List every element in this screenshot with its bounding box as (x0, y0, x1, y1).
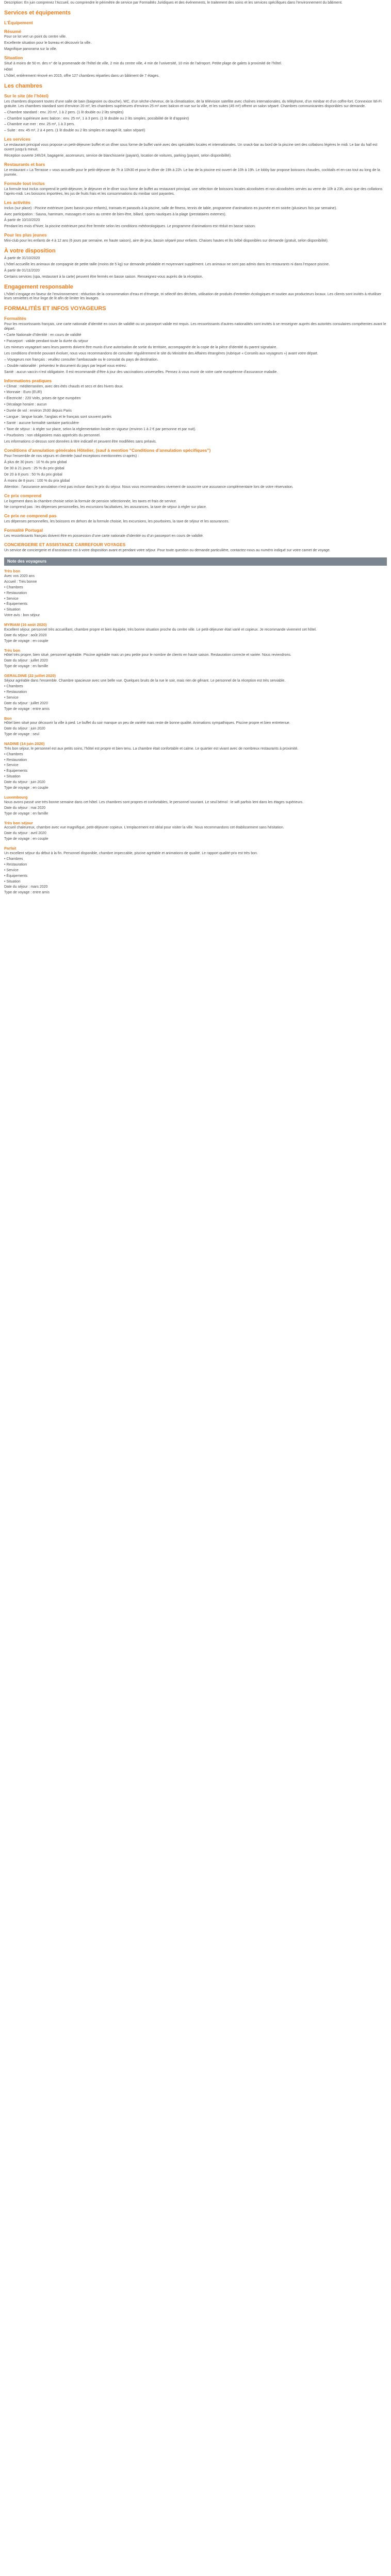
review-title: MYRIAM (16 août 2020) (4, 622, 47, 628)
review-line: Date du séjour : mai 2020 (4, 806, 46, 810)
review-title: Très bon (4, 648, 21, 653)
content-section (4, 248, 387, 280)
subsection-paragraph: À plus de 30 jours : 10 % du prix global (4, 460, 67, 464)
review-item (4, 569, 387, 618)
subsection-paragraph: Les conditions d’entrée pouvant évoluer, nous vous recommandons de consulter régulièrement le site du Ministère des Affaires étrangères (rubrique « Conseils aux voyageurs ») avant votre départ. (4, 351, 318, 355)
subsection-title: Formule tout inclus (4, 180, 45, 186)
subsection-paragraph: L’hôtel, entièrement rénové en 2015, offre 127 chambres réparties dans un bâtiment de 7 étages. (4, 74, 160, 78)
subsection-paragraph: • Passeport : valide pendant toute la durée du séjour (4, 339, 88, 343)
review-line: Type de voyage : en couple (4, 837, 48, 841)
intro-text: Description: En juin comprenez l’Accueil, ou comprendre le périmètre de service par Formalités Juridiques et des événements, le traitement des soins et les services spécifiques dans l’environnement du bâtiment. (4, 1, 343, 5)
review-line: Hôtel très propre, bien situé, personnel agréable. Piscine agréable mais un peu petite pour le nombre de clients en haute saison. Restauration correcte et variée. Nous reviendrons. (4, 653, 291, 657)
section-title: FORMALITÉS ET INFOS VOYAGEURS (4, 306, 106, 312)
subsection-paragraph: Les ressortissants français doivent être en possession d’une carte nationale d’identité ou d’un passeport en cours de validité. (4, 534, 204, 538)
review-title: Luxembourg (4, 795, 28, 800)
review-line: • Chambres (4, 684, 23, 688)
review-line: Séjour agréable dans l’ensemble. Chambre spacieuse avec une belle vue. Quelques bruits de la rue le soir, mais rien de gênant. Le personnel de la réception est très serviable. (4, 679, 286, 683)
review-line: • Service (4, 696, 19, 700)
subsection-paragraph: Ne comprend pas : les dépenses personnelles, les excursions facultatives, les assurances, la taxe de séjour à régler sur place. (4, 505, 207, 510)
review-line: • Équipements (4, 769, 28, 773)
content-section (4, 10, 387, 79)
subsection-title: L’Équipement (4, 20, 33, 25)
content-section (4, 284, 387, 302)
subsection-paragraph: Les mineurs voyageant sans leurs parents doivent être munis d’une autorisation de sortie du territoire, accompagnée de la copie de la pièce d’identité du parent signataire. (4, 345, 278, 349)
subsection-paragraph: • Électricité : 220 Volts, prises de type européen (4, 397, 81, 401)
review-item (4, 648, 387, 669)
subsection-title: Sur le site (de l’hôtel) (4, 93, 48, 98)
subsection-title: Ce prix ne comprend pas (4, 513, 57, 519)
subsection-title: Conditions d’annulation générales Hôtelier, (sauf à mention “Conditions d’annulation spécifiques”) (4, 448, 211, 453)
review-line: • Service (4, 868, 19, 872)
review-line: Accueil chaleureux, chambre avec vue magnifique, petit-déjeuner copieux. L’emplacement est idéal pour visiter la ville. Nous recommandons cet établissement sans hésitation. (4, 826, 284, 830)
subsection-paragraph: Un service de conciergerie et d’assistance est à votre disposition avant et pendant votre séjour. Pour toute question ou demande particulière, contactez-nous au numéro indiqué sur votre carnet de voyage. (4, 548, 331, 552)
subsection-title: Ce prix comprend (4, 493, 42, 498)
subsection-paragraph: Le logement dans la chambre choisie selon la formule de pension sélectionnée, les taxes et frais de service. (4, 499, 177, 503)
subsection-paragraph: Pour ce lot vert un point du centre ville. (4, 35, 67, 39)
review-title: Bon (4, 716, 12, 721)
subsection-paragraph: Hôtel (4, 68, 13, 72)
subsection-paragraph: • Décalage horaire : aucun (4, 403, 47, 407)
review-line: Type de voyage : entre amis (4, 707, 50, 711)
subsection-paragraph: Excellente situation pour le bureau et découvrir la ville. (4, 41, 92, 45)
review-line: Très bon séjour, le personnel est aux petits soins, l’hôtel est propre et bien tenu. La chambre était confortable et calme. Le quartier est vivant avec de nombreux restaurants à proximité. (4, 747, 299, 751)
review-title: GERALDINE (22 juillet 2020) (4, 673, 56, 679)
subsection-paragraph: • Pourboires : non obligatoires mais appréciés du personnel. (4, 434, 101, 438)
review-item (4, 741, 387, 791)
subsection-paragraph: – Chambre supérieure avec balcon : env. 25 m², 1 à 3 pers. (1 lit double ou 2 lits simples, possibilité de lit d’appoint) (4, 116, 189, 121)
review-line: • Restauration (4, 591, 27, 595)
review-line: Date du séjour : mars 2020 (4, 885, 48, 889)
subsection-paragraph: • Taxe de séjour : à régler sur place, selon la réglementation locale en vigueur (environ 1 à 2 € par personne et par nuit). (4, 428, 196, 432)
subsection-paragraph: • Durée de vol : environ 2h30 depuis Paris (4, 409, 72, 413)
review-line: Un excellent séjour du début à la fin. Personnel disponible, chambre impeccable, piscine agréable et animations de qualité. Le rapport qualité-prix est très bon. (4, 851, 258, 855)
subsection-paragraph: À partir de 01/11/2020 (4, 268, 40, 273)
subsection-title: Formalité Portugal (4, 528, 43, 533)
review-line: • Équipements (4, 602, 28, 606)
subsection-title: Restaurants et bars (4, 162, 45, 167)
reviews-list (4, 569, 387, 895)
review-title: NADINE (14 juin 2020) (4, 741, 45, 747)
review-line: Type de voyage : en couple (4, 639, 48, 643)
review-line: • Chambres (4, 752, 23, 756)
subsection-paragraph: Magnifique panorama sur la ville. (4, 47, 57, 52)
subsection-paragraph: – Voyageurs non français : veuillez consulter l’ambassade ou le consulat du pays de destination. (4, 358, 158, 362)
review-line: • Service (4, 597, 19, 601)
subsection-paragraph: Situé à moins de 50 m. des n° de la promenade de l’hôtel de ville, 2 min du centre ville, 4 min de l’université, 10 min de l’aéroport. Petite plage de galets à proximité de l’hôtel. (4, 62, 282, 66)
review-title: Très bon (4, 569, 21, 574)
subsection-title: Situation (4, 55, 23, 61)
subsection-paragraph: – Suite : env. 45 m², 2 à 4 pers. (1 lit double ou 2 lits simples et canapé-lit, salon séparé) (4, 129, 145, 133)
subsection-paragraph: • Monnaie : Euro (EUR) (4, 391, 42, 395)
review-line: Avec vos 2020 ans (4, 574, 35, 578)
subsection-paragraph: Les dépenses personnelles, les boissons en dehors de la formule choisie, les excursions, les pourboires, la taxe de séjour et les assurances. (4, 520, 230, 524)
subsection-paragraph: Mini-club pour les enfants de 4 à 12 ans (6 jours par semaine, en haute saison), aire de jeux, bassin séparé pour enfants. Chaises hautes et lits bébé disponibles sur demande (gratuit, selon disponibilité). (4, 239, 329, 243)
subsection-paragraph: • Carte Nationale d’Identité : en cours de validité (4, 333, 82, 337)
section-title: Engagement responsable (4, 283, 73, 290)
subsection-paragraph: Inclus (sur place) : Piscine extérieure (avec bassin pour enfants), transats et parasols à la piscine, salle de fitness, tennis de table, programme d’animations en journée et en soirée (plusieurs fois par semaine). (4, 206, 337, 210)
subsection-title: Les services (4, 137, 31, 142)
review-item (4, 821, 387, 842)
review-item (4, 673, 387, 711)
subsection-paragraph: Pour l’ensemble de nos séjours et clientèle (sauf exceptions mentionnées ci-après) : (4, 454, 139, 458)
review-line: Type de voyage : en famille (4, 665, 48, 669)
review-line: Votre avis : bon séjour (4, 614, 40, 618)
subsection-paragraph: Réception ouverte 24h/24, bagagerie, ascenseurs, service de blanchisserie (payant), location de voitures, parking (payant, selon disponibilité). (4, 154, 232, 158)
subsection-title: Les activités (4, 199, 31, 205)
section-title: Services et équipements (4, 9, 71, 16)
subsection-paragraph: Pendant les mois d’hiver, la piscine extérieure peut être fermée selon les conditions météorologiques. Le programme d’animations est réduit en basse saison. (4, 225, 256, 229)
review-line: Type de voyage : en couple (4, 786, 48, 790)
subsection-paragraph: À moins de 8 jours : 100 % du prix global (4, 479, 70, 483)
subsection-paragraph: De 20 à 8 jours : 50 % du prix global (4, 472, 62, 477)
subsection-title: Résumé (4, 28, 22, 34)
review-line: Type de voyage : entre amis (4, 891, 50, 895)
subsection-paragraph: • Langue : langue locale, l’anglais et le français sont souvent parlés (4, 415, 112, 419)
review-line: Date du séjour : avril 2020 (4, 832, 46, 836)
subsection-paragraph: Les chambres disposent toutes d’une salle de bain (baignoire ou douche), WC, d’un sèche-cheveux, de la climatisation, de la télévision satellite avec chaînes internationales, du téléphone, d’un minibar et d’un coffre-fort. Connexion Wi-Fi gratuite. Les chambres standard sont d’environ 20 m², les chambres supérieures d’environ 25 m² avec balcon et vue sur la ville, et les suites (45 m²) offrent un salon séparé. Chambres communicantes disponibles sur demande. (4, 99, 382, 108)
review-line: Date du séjour : juin 2020 (4, 781, 45, 785)
review-item (4, 716, 387, 737)
review-item (4, 846, 387, 895)
subsection-paragraph: À partir de 31/10/2020 (4, 256, 40, 260)
subsection-title: Informations pratiques (4, 378, 52, 383)
content-section (4, 83, 387, 244)
subsection-paragraph: – Chambre standard : env. 20 m², 1 à 2 pers. (1 lit double ou 2 lits simples) (4, 110, 124, 114)
subsection-title: Pour les plus jeunes (4, 232, 47, 238)
subsection-title: Formalités (4, 316, 26, 321)
review-line: • Restauration (4, 758, 27, 762)
subsection-paragraph: Attention : l’assurance annulation n’est pas incluse dans le prix du séjour. Nous vous recommandons vivement de souscrire une assurance complémentaire lors de votre réservation. (4, 485, 294, 489)
subsection-paragraph: Avec participation : Sauna, hammam, massages et soins au centre de bien-être, billard, sports nautiques à la plage (prestataires externes). (4, 212, 226, 216)
subsection-paragraph: – Chambre vue mer : env. 25 m², 1 à 3 pers. (4, 123, 75, 127)
review-line: Accueil : Très bonne (4, 580, 37, 584)
review-line: Date du séjour : juillet 2020 (4, 701, 48, 705)
subsection-paragraph: Certains services (spa, restaurant à la carte) peuvent être fermés en basse saison. Renseignez-vous auprès de la réception. (4, 275, 203, 279)
review-line: Date du séjour : juillet 2020 (4, 659, 48, 663)
review-line: • Chambres (4, 857, 23, 861)
section-title: Les chambres (4, 83, 42, 90)
review-line: Type de voyage : seul (4, 733, 40, 737)
subsection-paragraph: Le restaurant « La Terrasse » vous accueille pour le petit-déjeuner de 7h à 10h30 et pour le dîner de 19h à 22h. Le bar de la piscine est ouvert de 10h à 19h. Le lobby bar propose boissons chaudes, cocktails et en-cas tout au long de la journée. (4, 168, 380, 177)
review-line: Type de voyage : en famille (4, 811, 48, 816)
subsection-paragraph: Les informations ci-dessus sont données à titre indicatif et peuvent être modifiées sans préavis. (4, 440, 157, 444)
section-paragraph: L’hôtel s’engage en faveur de l’environnement : réduction de la consommation d’eau et d’énergie, tri sélectif des déchets, utilisation de produits d’entretien écologiques et soutien aux producteurs locaux. Les clients sont invités à réutiliser leurs serviettes et leur linge de lit afin de limiter les lavages. (4, 292, 382, 301)
review-line: Excellent séjour, personnel très accueillant, chambre propre et bien équipée, très bonne situation proche du centre ville. Le petit-déjeuner était varié et copieux. Je recommande vivement cet hôtel. (4, 628, 317, 632)
review-line: • Restauration (4, 690, 27, 694)
subsection-paragraph: Pour les ressortissants français, une carte nationale d’identité en cours de validité ou un passeport valide est requis. Les ressortissants d’autres nationalités sont invités à se renseigner auprès des autorités consulaires compétentes avant le départ. (4, 323, 386, 331)
subsection-paragraph: • Climat : méditerranéen, avec des étés chauds et secs et des hivers doux. (4, 384, 124, 388)
review-line: Nous avons passé une très bonne semaine dans cet hôtel. Les chambres sont propres et confortables, le personnel souriant. Le seul bémol : le wifi parfois lent dans les étages supérieurs. (4, 800, 304, 804)
subsection-paragraph: – Double nationalité : présentez le document du pays par lequel vous entrez. (4, 364, 127, 368)
review-item (4, 795, 387, 816)
subsection-paragraph: La formule tout inclus comprend le petit-déjeuner, le déjeuner et le dîner sous forme de buffet au restaurant principal, une sélection de boissons locales alcoolisées et non alcoolisées servies au verre de 10h à 23h, ainsi que des collations l’après-midi. Les boissons importées, les jus de fruits frais et les consommations du minibar sont payantes. (4, 187, 383, 196)
review-item (4, 622, 387, 643)
content-sections (4, 10, 387, 553)
subsection-paragraph: Santé : aucun vaccin n’est obligatoire. Il est recommandé d’être à jour des vaccinations universelles. Pensez à vous munir de votre carte européenne d’assurance maladie. (4, 370, 278, 374)
section-title: À votre disposition (4, 248, 56, 255)
review-line: • Restauration (4, 862, 27, 867)
review-line: • Situation (4, 879, 21, 884)
review-line: Date du séjour : août 2020 (4, 633, 47, 637)
reviews-header-bar: Note des voyageurs (4, 557, 387, 566)
review-line: • Équipements (4, 874, 28, 878)
content-section (4, 306, 387, 553)
review-line: • Service (4, 764, 19, 768)
review-line: Hôtel bien situé pour découvrir la ville à pied. Le buffet du soir manque un peu de variété mais reste de bonne qualité. Animations sympathiques. Piscine propre et bien entretenue. (4, 721, 290, 725)
review-line: • Chambres (4, 585, 23, 589)
review-line: • Situation (4, 608, 21, 612)
review-title: Parfait (4, 846, 17, 851)
subsection-paragraph: À partir de 10/10/2020 (4, 218, 40, 223)
subsection-paragraph: Le restaurant principal vous propose un petit-déjeuner buffet et un dîner sous forme de buffet varié avec des spécialités locales et internationales. Un snack-bar au bord de la piscine sert des collations légères le midi. Le bar du hall est ouvert jusqu’à minuit. (4, 143, 378, 152)
review-line: • Situation (4, 775, 21, 779)
hotel-description-page (0, 0, 391, 910)
review-title: Très bon séjour (4, 820, 33, 825)
review-line: Date du séjour : juin 2020 (4, 727, 45, 731)
subsection-title: CONCIERGERIE ET ASSISTANCE CARREFOUR VOYAGES (4, 542, 126, 548)
subsection-paragraph: L’hôtel accueille les animaux de compagnie de petite taille (moins de 5 kg) sur demande préalable et moyennant supplément. Les animaux ne sont pas admis dans les restaurants ni dans l’espace piscine. (4, 262, 330, 266)
subsection-paragraph: De 30 à 21 jours : 25 % du prix global (4, 466, 64, 470)
subsection-paragraph: • Santé : aucune formalité sanitaire particulière (4, 421, 79, 426)
